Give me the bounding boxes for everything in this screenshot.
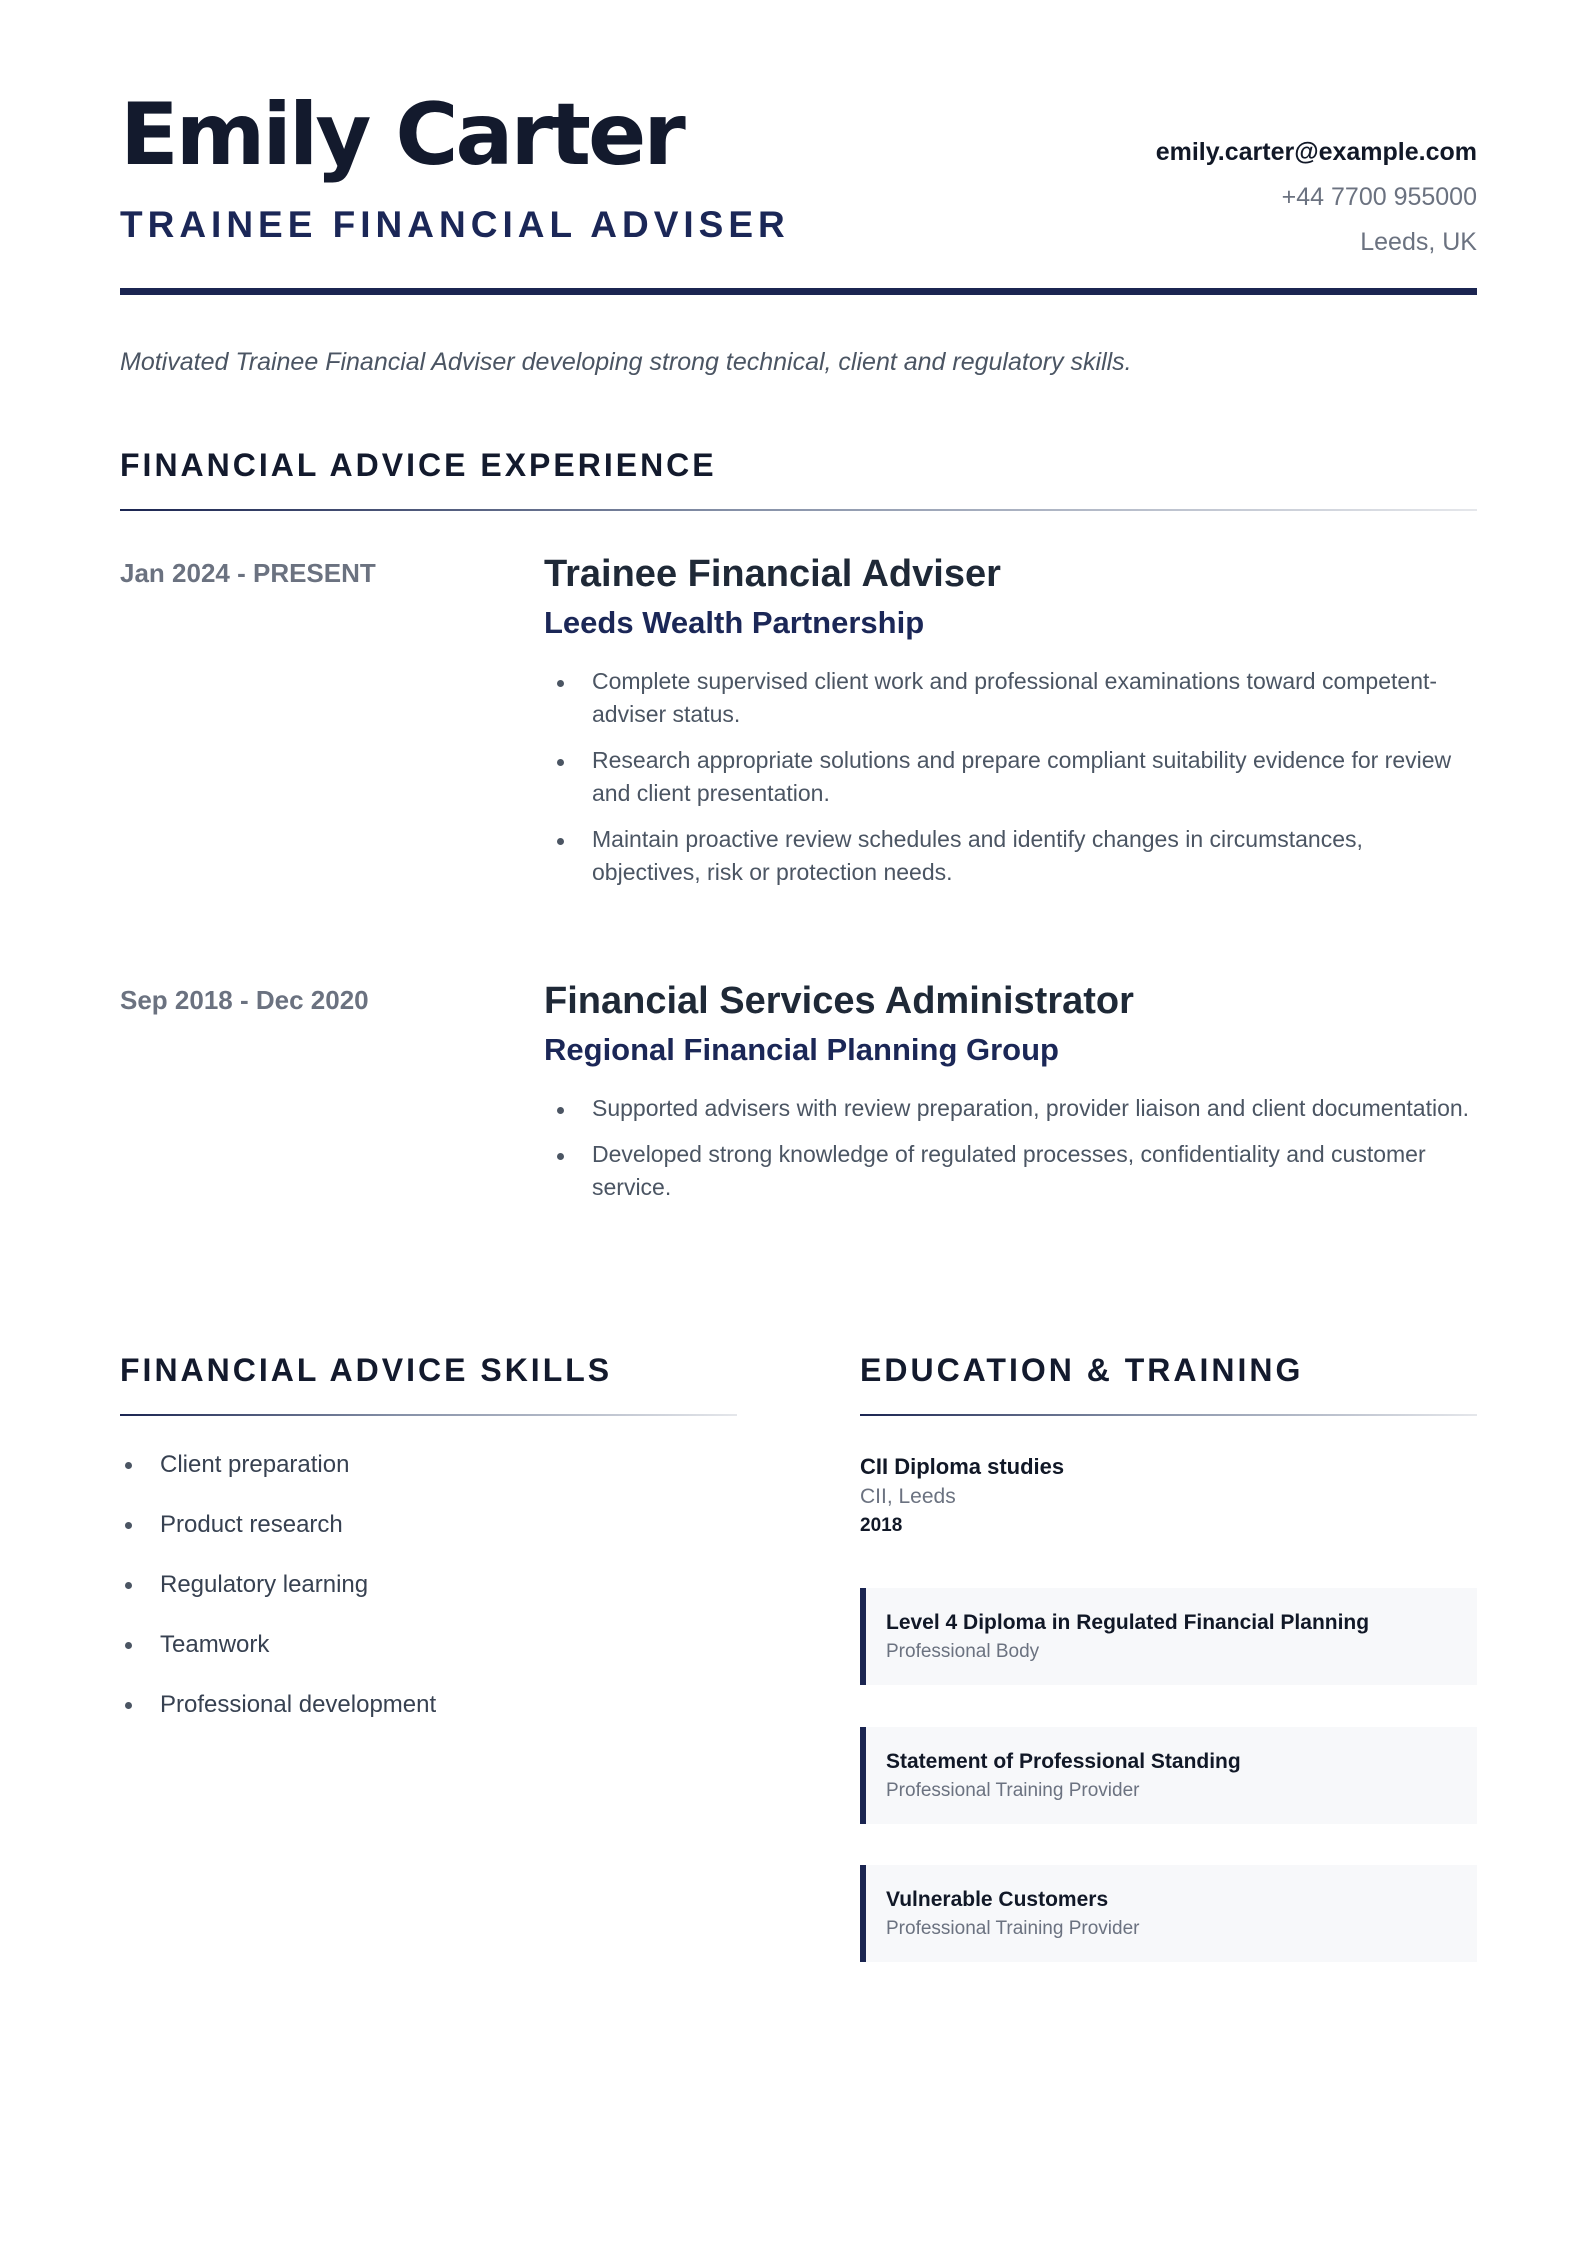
contact-email[interactable]: emily.carter@example.com — [1155, 138, 1477, 166]
job-dates: Sep 2018 - Dec 2020 — [120, 985, 369, 1015]
certification-provider: Professional Training Provider — [886, 1918, 1140, 1939]
job-details — [544, 979, 1477, 1217]
skill-item: Product research — [120, 1510, 436, 1540]
certification-card — [860, 1727, 1477, 1824]
degree-year: 2018 — [860, 1515, 903, 1536]
profile-summary: Motivated Trainee Financial Adviser developing strong technical, client and regulatory skills. — [120, 348, 1132, 376]
contact-phone[interactable]: +44 7700 955000 — [1281, 183, 1477, 211]
certification-card — [860, 1588, 1477, 1685]
job-title: Trainee Financial Adviser — [544, 553, 1001, 595]
job-bullet: Supported advisers with review preparation, provider liaison and client documentation. — [544, 1092, 1477, 1125]
degree-institution: CII, Leeds — [860, 1485, 956, 1508]
certification-provider: Professional Training Provider — [886, 1780, 1140, 1801]
job-details — [544, 552, 1477, 902]
job-bullet: Research appropriate solutions and prepare compliant suitability evidence for review and client presentation. — [544, 744, 1477, 810]
skill-item: Teamwork — [120, 1630, 436, 1660]
degree-title: CII Diploma studies — [860, 1454, 1065, 1479]
skill-item: Professional development — [120, 1690, 436, 1720]
experience-divider — [120, 509, 1477, 511]
education-divider — [860, 1414, 1477, 1416]
skill-item: Client preparation — [120, 1450, 436, 1480]
candidate-name: Emily Carter — [120, 85, 683, 185]
job-company: Regional Financial Planning Group — [544, 1031, 1059, 1067]
job-dates: Jan 2024 - PRESENT — [120, 558, 376, 588]
job-bullet: Complete supervised client work and professional examinations toward competent-adviser status. — [544, 665, 1477, 731]
contact-location: Leeds, UK — [1360, 228, 1477, 256]
certification-title: Vulnerable Customers — [886, 1888, 1109, 1911]
header-divider — [120, 288, 1477, 295]
job-bullet: Maintain proactive review schedules and identify changes in circumstances, objectives, risk or protection needs. — [544, 823, 1477, 889]
resume-page — [120, 0, 1477, 2246]
certification-title: Level 4 Diploma in Regulated Financial Planning — [886, 1611, 1370, 1634]
skill-item: Regulatory learning — [120, 1570, 436, 1600]
job-title: Financial Services Administrator — [544, 980, 1134, 1022]
skills-list — [120, 1450, 436, 1750]
education-heading: EDUCATION & TRAINING — [860, 1352, 1304, 1388]
job-bullet: Developed strong knowledge of regulated processes, confidentiality and customer service. — [544, 1138, 1477, 1204]
certification-provider: Professional Body — [886, 1641, 1040, 1662]
contact-block — [1156, 130, 1477, 265]
certification-card — [860, 1865, 1477, 1962]
skills-heading: FINANCIAL ADVICE SKILLS — [120, 1352, 613, 1388]
candidate-role: TRAINEE FINANCIAL ADVISER — [120, 204, 790, 245]
job-bullets — [544, 665, 1477, 889]
skills-divider — [120, 1414, 737, 1416]
job-company: Leeds Wealth Partnership — [544, 604, 925, 640]
job-bullets — [544, 1092, 1477, 1204]
certification-title: Statement of Professional Standing — [886, 1750, 1241, 1773]
experience-heading: FINANCIAL ADVICE EXPERIENCE — [120, 447, 717, 483]
education-degree — [860, 1452, 1477, 1540]
